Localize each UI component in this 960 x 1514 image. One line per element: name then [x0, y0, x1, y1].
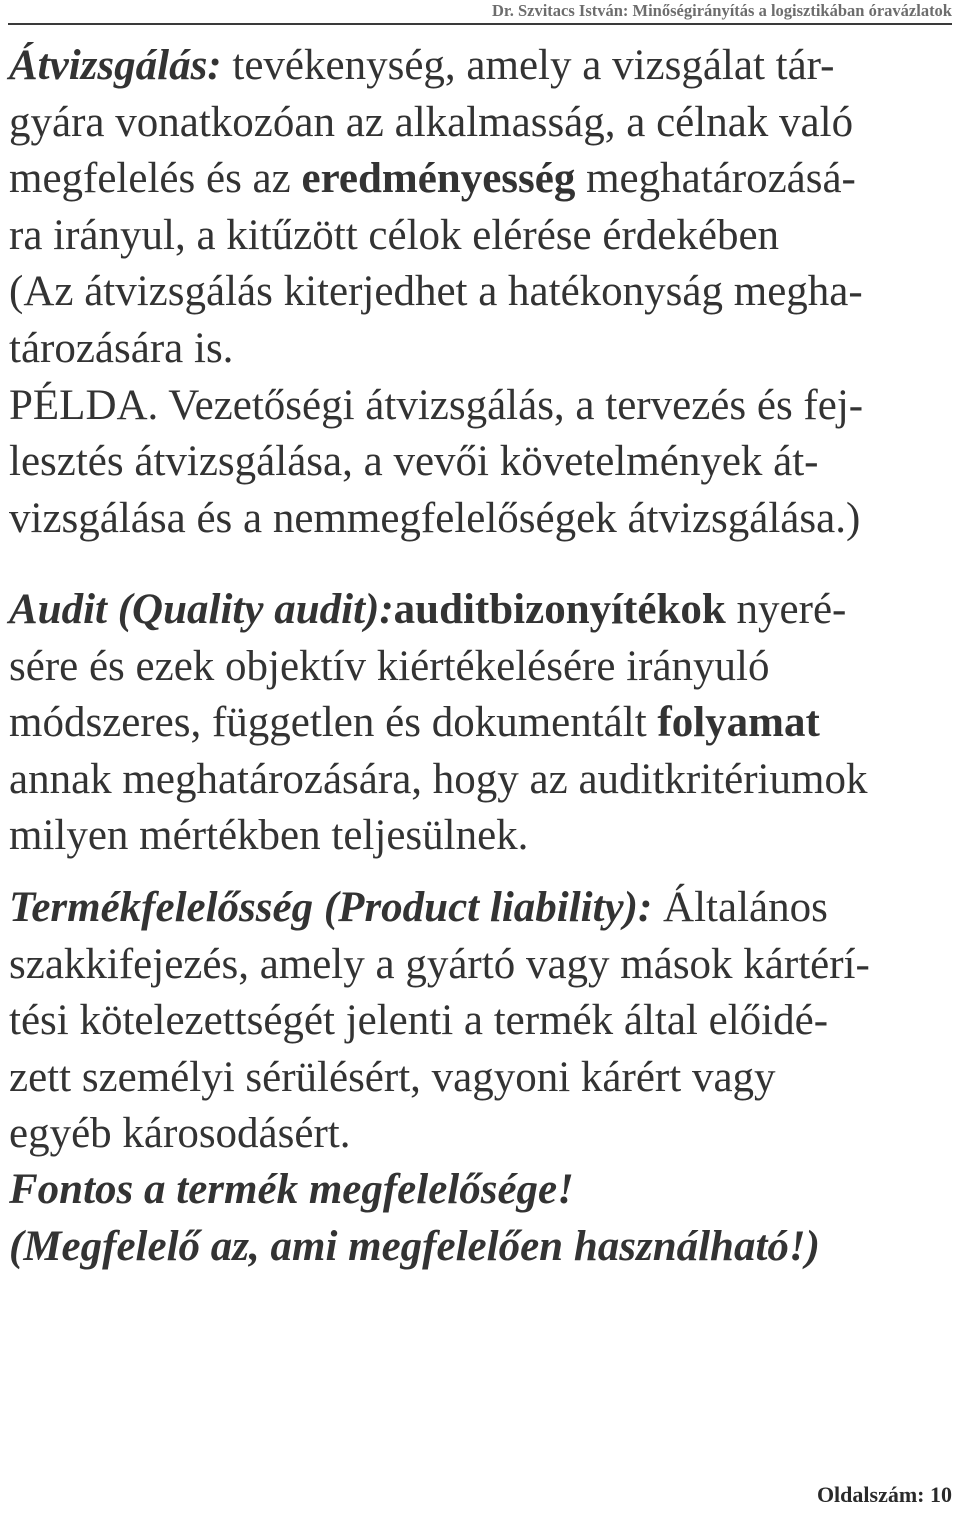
text-line: tési kötelezettségét jelenti a termék által előidé- — [9, 997, 829, 1045]
text-line: (Az átvizsgálás kiterjedhet a hatékonyság megha- — [9, 268, 863, 316]
text-line: annak meghatározására, hogy az auditkritériumok — [9, 755, 868, 803]
keyword-auditbizonyitekok: auditbizonyítékok — [393, 586, 726, 633]
emphasis-note — [9, 1162, 959, 1275]
text-segment: megfelelés és az — [9, 155, 291, 203]
emphasis-line: (Megfelelő az, ami megfelelően használható!) — [9, 1222, 820, 1270]
text-segment: meghatározásá- — [586, 155, 856, 203]
definition-atvizsgalas — [9, 38, 959, 547]
text-segment: tevékenység, amely a vizsgálat tár- — [232, 42, 835, 89]
text-line — [9, 880, 959, 937]
text-line: milyen mértékben teljesülnek. — [9, 812, 529, 860]
text-segment: nyeré- — [736, 586, 847, 633]
text-line: PÉLDA. Vezetőségi átvizsgálás, a tervezés és fej- — [9, 381, 864, 429]
text-line — [9, 695, 959, 752]
definition-termekfelelosseg — [9, 880, 959, 1163]
text-line: szakkifejezés, amely a gyártó vagy mások kártérí- — [9, 940, 870, 988]
text-line: ra irányul, a kitűzött célok elérése érdekében — [9, 211, 780, 259]
definition-audit — [9, 582, 959, 865]
keyword-eredmenyesseg: eredményesség — [301, 155, 576, 203]
emphasis-line: Fontos a termék megfelelősége! — [9, 1166, 574, 1213]
header-divider — [8, 23, 952, 25]
term-termekfelelosseg: Termékfelelősség (Product liability): — [9, 884, 653, 931]
page-header: Dr. Szvitacs István: Minőségirányítás a logisztikában óravázlatok — [491, 1, 952, 20]
text-line: egyéb károsodásért. — [9, 1110, 351, 1158]
text-line: gyára vonatkozóan az alkalmasság, a célnak való — [9, 98, 854, 146]
text-segment: Általános — [663, 884, 828, 931]
text-line: tározására is. — [9, 324, 234, 372]
text-line — [9, 151, 959, 208]
text-line: vizsgálása és a nemmegfelelőségek átvizsgálása.) — [9, 494, 861, 542]
text-line: zett személyi sérülésért, vagyoni kárért vagy — [9, 1053, 776, 1101]
term-atvizsgalas: Átvizsgálás: — [9, 42, 222, 89]
text-segment: módszeres, független és dokumentált — [9, 699, 647, 747]
term-audit: Audit (Quality audit): — [9, 586, 394, 633]
text-line: sére és ezek objektív kiértékelésére irányuló — [9, 642, 770, 690]
page-number: Oldalszám: 10 — [816, 1482, 952, 1507]
text-line — [9, 582, 959, 639]
text-line: lesztés átvizsgálása, a vevői követelmények át- — [9, 438, 819, 486]
keyword-folyamat: folyamat — [657, 699, 820, 747]
text-line — [9, 38, 959, 95]
